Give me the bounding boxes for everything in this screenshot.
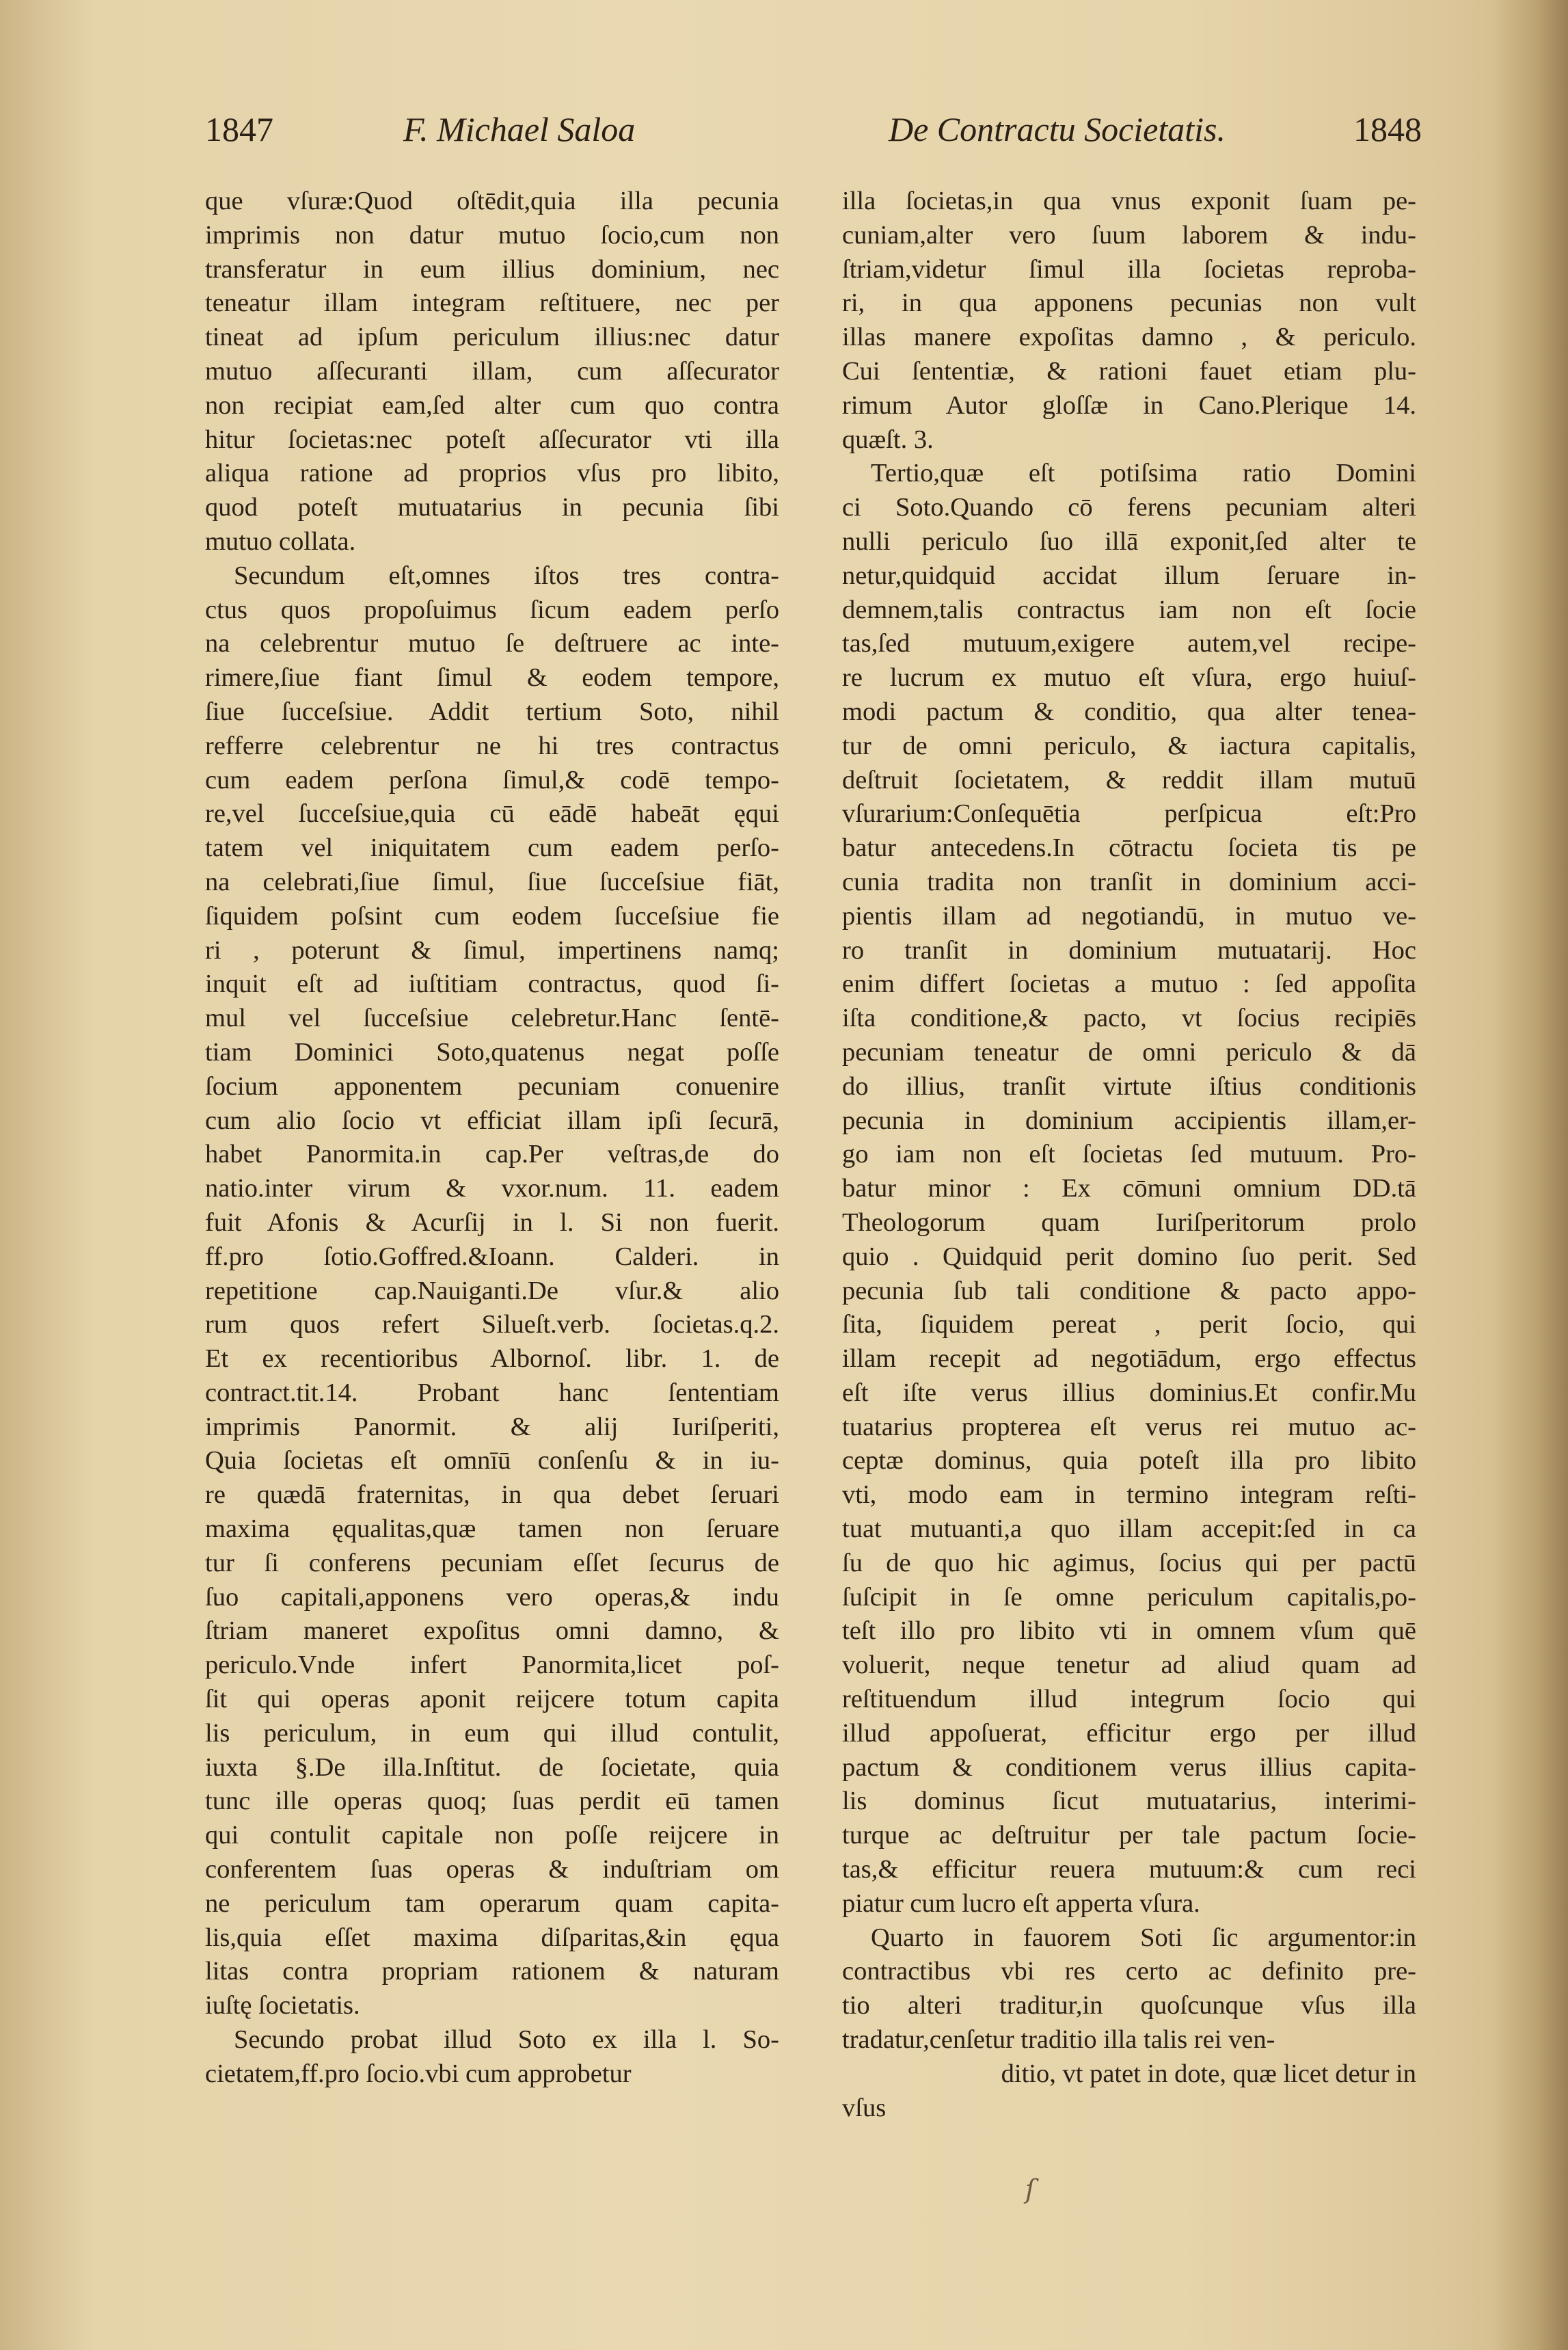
text-line: imprimis non datur mutuo ſocio,cum non — [205, 220, 779, 250]
text-line: illas manere expoſitas damno , & periculo. — [842, 323, 1416, 352]
text-line: Secundo probat illud Soto ex illa l. So- — [234, 2025, 779, 2055]
text-line: periculo.Vnde infert Panormita,licet poſ- — [205, 1651, 779, 1680]
text-line: rimere,ſiue fiant ſimul & eodem tempore, — [205, 663, 779, 693]
text-column-right — [842, 185, 1416, 2125]
text-line: lis dominus ſicut mutuatarius, interimi- — [842, 1787, 1416, 1816]
text-line: cietatem,ff.pro ſocio.vbi cum approbetur — [205, 2059, 632, 2088]
text-line: pecuniam teneatur de omni periculo & dā — [842, 1037, 1416, 1067]
text-line: cuniam,alter vero ſuum laborem & indu- — [842, 220, 1416, 250]
text-line: pientis illam ad negotiandū, in mutuo ve- — [842, 901, 1416, 931]
text-line: fuit Afonis & Acurſij in l. Si non fuerit. — [205, 1207, 779, 1237]
text-line: Quia ſocietas eſt omnīū conſenſu & in iu- — [205, 1446, 779, 1476]
text-line: transferatur in eum illius dominium, nec — [205, 254, 779, 284]
text-line: ſiquidem poſsint cum eodem ſucceſsiue fie — [205, 901, 779, 931]
text-line: inquit eſt ad iuſtitiam contractus, quod ſi- — [205, 970, 779, 999]
text-line: ditio, vt patet in dote, quæ licet detur in — [1001, 2059, 1416, 2088]
text-line: vſurarium:Conſequētia perſpicua eſt:Pro — [842, 799, 1416, 829]
text-line: iuxta §.De illa.Inſtitut. de ſocietate, quia — [205, 1752, 779, 1782]
text-line: Tertio,quæ eſt potiſsima ratio Domini — [871, 459, 1416, 488]
text-line: ſita, ſiquidem pereat , perit ſocio, qui — [842, 1310, 1416, 1339]
text-line: natio.inter virum & vxor.num. 11. eadem — [205, 1174, 779, 1203]
text-line: vti, modo eam in termino integram reſti- — [842, 1480, 1416, 1510]
text-line: teſt illo pro libito vti in omnem vſum quē — [842, 1616, 1416, 1646]
text-line: conferentem ſuas operas & induſtriam om — [205, 1855, 779, 1884]
text-line: ſocium apponentem pecuniam conuenire — [205, 1071, 779, 1101]
text-line: na celebrentur mutuo ſe deſtruere ac inte- — [205, 629, 779, 658]
text-line: rum quos refert Silueſt.verb. ſocietas.q.2. — [205, 1310, 779, 1339]
text-line: re lucrum ex mutuo eſt vſura, ergo huiuſ- — [842, 663, 1416, 693]
text-line: tas,& efficitur reuera mutuum:& cum reci — [842, 1855, 1416, 1884]
text-line: eſt iſte verus illius dominius.Et confir.Mu — [842, 1378, 1416, 1407]
text-line: cum eadem perſona ſimul,& codē tempo- — [205, 765, 779, 795]
text-line: turque ac deſtruitur per tale pactum ſocie- — [842, 1821, 1416, 1850]
page-number-right: 1848 — [1353, 110, 1422, 148]
text-line: ri , poterunt & ſimul, impertinens namq; — [205, 935, 779, 965]
text-line: vſus — [842, 2093, 887, 2122]
text-line: imprimis Panormit. & alij Iuriſperiti, — [205, 1412, 779, 1441]
text-line: quio . Quidquid perit domino ſuo perit. Sed — [842, 1242, 1416, 1271]
text-line: do illius, tranſit virtute iſtius conditionis — [842, 1071, 1416, 1101]
text-line: tuat mutuanti,a quo illam accepit:ſed in ca — [842, 1514, 1416, 1544]
text-line: deſtruit ſocietatem, & reddit illam mutuū — [842, 765, 1416, 795]
text-line: demnem,talis contractus iam non eſt ſocie — [842, 595, 1416, 624]
text-line: re,vel ſucceſsiue,quia cū eādē habeāt ęqui — [205, 799, 779, 829]
text-line: rimum Autor gloſſæ in Cano.Plerique 14. — [842, 390, 1416, 420]
text-line: na celebrati,ſiue ſimul, ſiue ſucceſsiue fiāt, — [205, 867, 779, 896]
ink-mark: ſ — [1025, 2174, 1036, 2204]
text-line: ſit qui operas aponit reijcere totum capita — [205, 1685, 779, 1714]
text-line: reſtituendum illud integrum ſocio qui — [842, 1685, 1416, 1714]
text-line: piatur cum lucro eſt apperta vſura. — [842, 1888, 1200, 1918]
running-header — [205, 109, 1422, 164]
book-spine-shadow — [1493, 0, 1568, 2350]
text-line: qui contulit capitale non poſſe reijcere in — [205, 1821, 779, 1850]
text-line: enim differt ſocietas a mutuo : ſed appoſita — [842, 970, 1416, 999]
text-line: ſuſcipit in ſe omne periculum capitalis,po- — [842, 1582, 1416, 1612]
text-line: litas contra propriam rationem & naturam — [205, 1957, 779, 1986]
text-line: ſiue ſucceſsiue. Addit tertium Soto, nihil — [205, 697, 779, 726]
text-line: Cui ſententiæ, & rationi fauet etiam plu- — [842, 356, 1416, 386]
text-line: illud appoſuerat, efficitur ergo per illud — [842, 1718, 1416, 1748]
text-line: mutuo collata. — [205, 526, 356, 556]
text-column-left — [205, 185, 779, 2092]
text-line: Secundum eſt,omnes iſtos tres contra- — [234, 561, 779, 590]
text-line: voluerit, neque tenetur ad aliud quam ad — [842, 1651, 1416, 1680]
text-line: ctus quos propoſuimus ſicum eadem perſo — [205, 595, 779, 624]
text-line: quod poteſt mutuatarius in pecunia ſibi — [205, 493, 779, 522]
text-line: aliqua ratione ad proprios vſus pro libito, — [205, 459, 779, 488]
text-line: pecunia in dominium accipientis illam,er- — [842, 1106, 1416, 1135]
text-line: illam recepit ad negotiādum, ergo effectus — [842, 1344, 1416, 1374]
text-line: tradatur,cenſetur traditio illa talis rei ven- — [842, 2025, 1275, 2055]
text-line: lis,quia eſſet maxima diſparitas,&in ęqua — [205, 1923, 779, 1952]
text-line: re quædā fraternitas, in qua debet ſeruari — [205, 1480, 779, 1510]
text-line: ff.pro ſotio.Goffred.&Ioann. Calderi. in — [205, 1242, 779, 1271]
text-line: ſuo capitali,apponens vero operas,& indu — [205, 1582, 779, 1612]
text-line: pecunia ſub tali conditione & pacto appo- — [842, 1276, 1416, 1305]
text-line: non recipiat eam,ſed alter cum quo contra — [205, 390, 779, 420]
text-line: quæſt. 3. — [842, 425, 934, 454]
text-line: iuſtę ſocietatis. — [205, 1991, 360, 2020]
text-line: Theologorum quam Iuriſperitorum prolo — [842, 1207, 1416, 1237]
text-line: batur antecedens.In cōtractu ſocieta tis pe — [842, 833, 1416, 863]
text-line: habet Panormita.in cap.Per veſtras,de do — [205, 1140, 779, 1169]
text-line: lis periculum, in eum qui illud contulit, — [205, 1718, 779, 1748]
text-line: hitur ſocietas:nec poteſt aſſecurator vti illa — [205, 425, 779, 454]
text-line: ne periculum tam operarum quam capita- — [205, 1888, 779, 1918]
text-line: tur de omni periculo, & iactura capitalis, — [842, 731, 1416, 760]
text-line: illa ſocietas,in qua vnus exponit ſuam pe- — [842, 187, 1416, 215]
text-line: mul vel ſucceſsiue celebretur.Hanc ſentē- — [205, 1004, 779, 1033]
text-line: modi pactum & conditio, qua alter tenea- — [842, 697, 1416, 726]
text-line: que vſuræ:Quod oſtēdit,quia illa pecunia — [205, 187, 779, 215]
text-line: tur ſi conferens pecuniam eſſet ſecurus de — [205, 1548, 779, 1577]
text-line: teneatur illam integram reſtituere, nec per — [205, 289, 779, 318]
text-line: nulli periculo ſuo illā exponit,ſed alter te — [842, 526, 1416, 556]
text-line: tio alteri traditur,in quoſcunque vſus illa — [842, 1991, 1416, 2020]
text-line: ceptæ dominus, quia poteſt illa pro libito — [842, 1446, 1416, 1476]
text-line: contract.tit.14. Probant hanc ſententiam — [205, 1378, 779, 1407]
text-line: ſtriam,videtur ſimul illa ſocietas reproba- — [842, 254, 1416, 284]
text-line: tatem vel iniquitatem cum eadem perſo- — [205, 833, 779, 863]
text-line: go iam non eſt ſocietas ſed mutuum. Pro- — [842, 1140, 1416, 1169]
text-line: batur minor : Ex cōmuni omnium DD.tā — [842, 1174, 1416, 1203]
text-line: contractibus vbi res certo ac definito pre- — [842, 1957, 1416, 1986]
text-line: tuatarius propterea eſt verus rei mutuo ac- — [842, 1412, 1416, 1441]
text-line: ci Soto.Quando cō ferens pecuniam alteri — [842, 493, 1416, 522]
text-line: tineat ad ipſum periculum illius:nec datur — [205, 323, 779, 352]
page-number-left: 1847 — [205, 110, 273, 148]
text-line: repetitione cap.Nauiganti.De vſur.& alio — [205, 1276, 779, 1305]
text-line: tiam Dominici Soto,quatenus negat poſſe — [205, 1037, 779, 1067]
running-title-left: F. Michael Saloa — [403, 110, 636, 148]
text-line: netur,quidquid accidat illum ſeruare in- — [842, 561, 1416, 590]
text-line: ri, in qua apponens pecunias non vult — [842, 289, 1416, 318]
text-line: maxima ęqualitas,quæ tamen non ſeruare — [205, 1514, 779, 1544]
text-line: tas,ſed mutuum,exigere autem,vel recipe- — [842, 629, 1416, 658]
text-line: Et ex recentioribus Albornoſ. libr. 1. de — [205, 1344, 779, 1374]
text-line: ſu de quo hic agimus, ſocius qui per pactū — [842, 1548, 1416, 1577]
text-line: ſtriam maneret expoſitus omni damno, & — [205, 1616, 779, 1646]
text-line: cunia tradita non tranſit in dominium acci- — [842, 867, 1416, 896]
text-line: pactum & conditionem verus illius capita- — [842, 1752, 1416, 1782]
text-line: cum alio ſocio vt efficiat illam ipſi ſecurā, — [205, 1106, 779, 1135]
text-line: ro tranſit in dominium mutuatarij. Hoc — [842, 935, 1416, 965]
text-line: tunc ille operas quoq; ſuas perdit eū tamen — [205, 1787, 779, 1816]
text-line: Quarto in fauorem Soti ſic argumentor:in — [871, 1923, 1416, 1952]
text-line: iſta conditione,& pacto, vt ſocius recipiēs — [842, 1004, 1416, 1033]
text-line: mutuo aſſecuranti illam, cum aſſecurator — [205, 356, 779, 386]
running-title-right: De Contractu Societatis. — [889, 110, 1226, 148]
text-line: refferre celebrentur ne hi tres contractus — [205, 731, 779, 760]
